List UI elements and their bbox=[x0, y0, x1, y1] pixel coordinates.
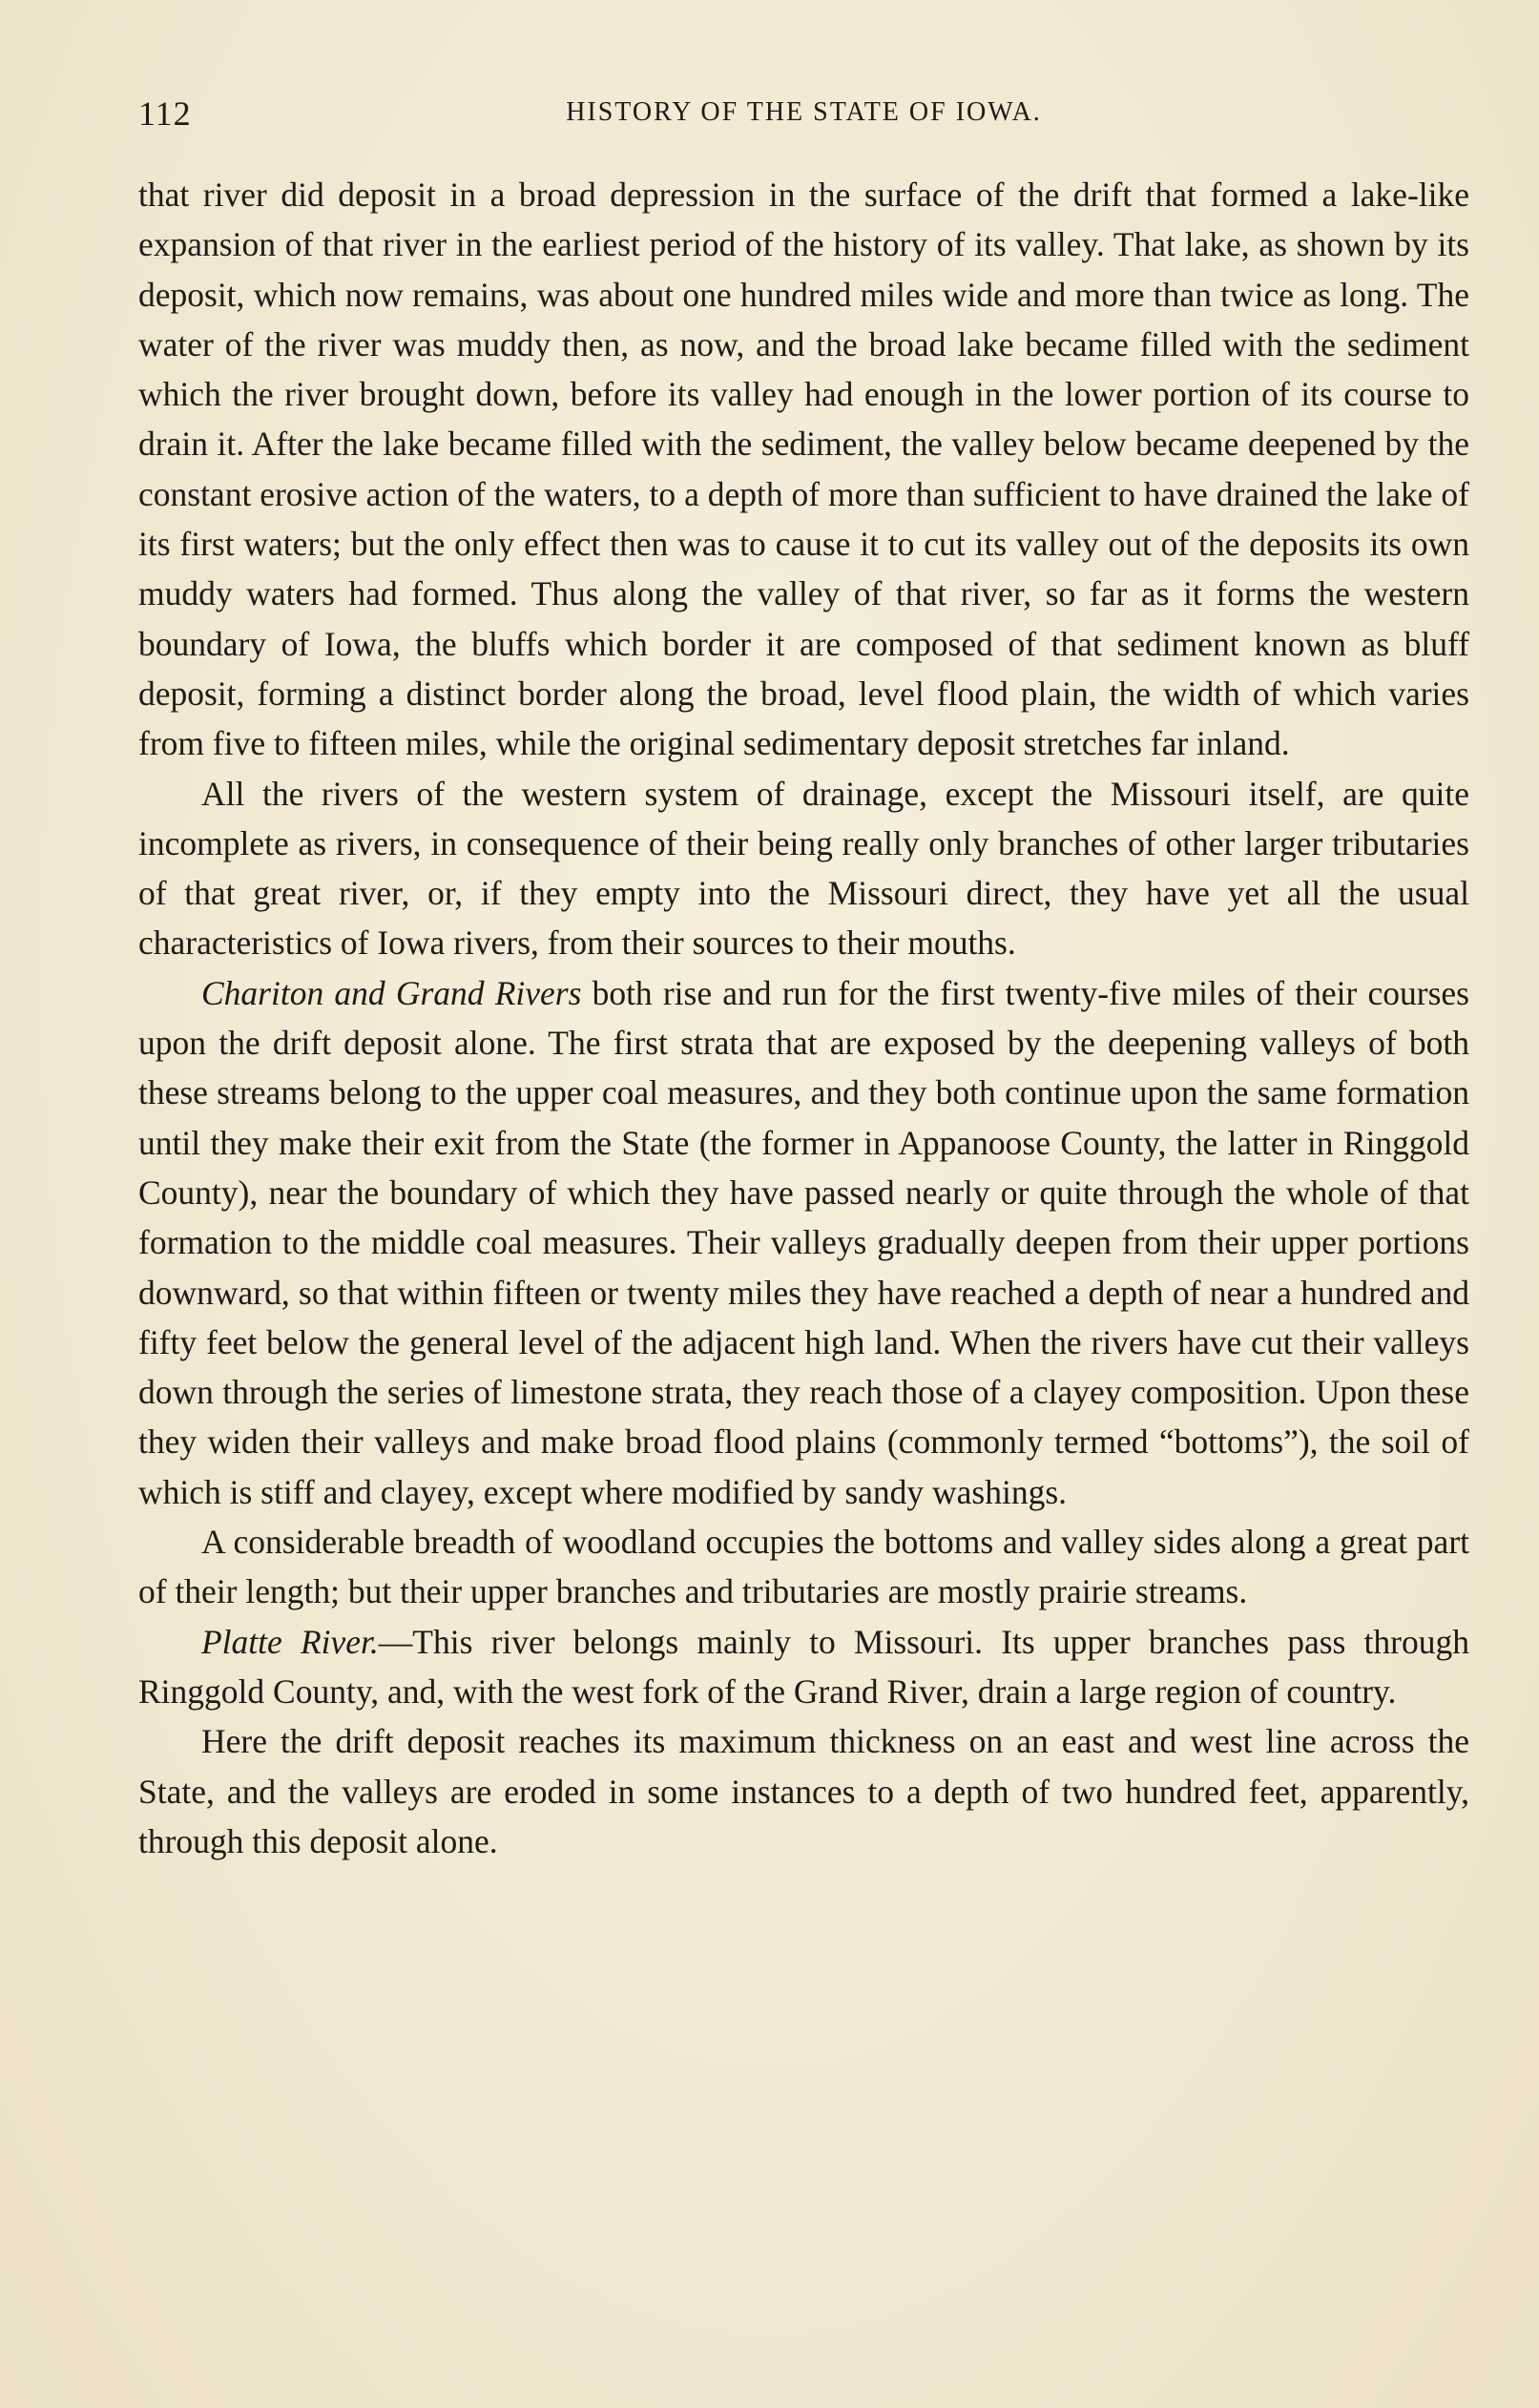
paragraph-drift-thickness bbox=[138, 1716, 1469, 1866]
paragraph-missouri-deposit bbox=[138, 170, 1469, 769]
running-head bbox=[138, 93, 1469, 135]
paragraph-chariton-grand bbox=[138, 968, 1469, 1517]
paragraph-woodland bbox=[138, 1517, 1469, 1617]
paragraph-text: that river did deposit in a broad depression in the surface of the drift that formed a lake-like expansion of that river in the earliest period of the history of its valley. That lake, as shown by its deposit, which now remains, was about one hundred miles wide and more than twice as long. The water of the river was muddy then, as now, and the broad lake became filled with the sediment which the river brought down, before its valley had enough in the lower portion of its course to drain it. After the lake became filled with the sediment, the valley below became deepened by the constant erosive action of the waters, to a depth of more than sufficient to have drained the lake of its first waters; but the only effect then was to cause it to cut its valley out of the deposits its own muddy waters had formed. Thus along the valley of that river, so far as it forms the western boundary of Iowa, the bluffs which border it are composed of that sediment known as bluff deposit, forming a distinct border along the broad, level flood plain, the width of which varies from five to fifteen miles, while the original sedimentary deposit stretches far inland. bbox=[138, 176, 1469, 763]
paragraph-text: —This river belongs mainly to Missouri. Its upper branches pass through Ringgold County, and, with the west fork of the Grand River, drain a large region of country. bbox=[138, 1622, 1469, 1711]
body-text bbox=[138, 170, 1469, 1866]
page-number: 112 bbox=[138, 94, 192, 133]
section-lead-chariton-grand: Chariton and Grand Rivers bbox=[201, 973, 582, 1012]
paragraph-western-rivers bbox=[138, 769, 1469, 968]
paragraph-platte-river bbox=[138, 1617, 1469, 1717]
paragraph-text: both rise and run for the first twenty-five miles of their courses upon the drift deposit alone. The first strata that are exposed by the deepening valleys of both these streams belong to the upper coal measures, and they both continue upon the same formation until they make their exit from the State (the former in Appanoose County, the latter in Ringgold County), near the boundary of which they have passed nearly or quite through the whole of that formation to the middle coal measures. Their valleys gradually deepen from their upper portions downward, so that within fifteen or twenty miles they have reached a depth of near a hundred and fifty feet below the general level of the adjacent high land. When the rivers have cut their valleys down through the series of limestone strata, they reach those of a clayey composition. Upon these they widen their valleys and make broad flood plains (commonly termed “bottoms”), the soil of which is stiff and clayey, except where modified by sandy washings. bbox=[138, 973, 1469, 1511]
section-lead-platte-river: Platte River. bbox=[201, 1622, 379, 1661]
paragraph-text: A considerable breadth of woodland occupies the bottoms and valley sides along a great part of their length; but their upper branches and tributaries are mostly prairie streams. bbox=[138, 1523, 1469, 1611]
running-title: HISTORY OF THE STATE OF IOWA. bbox=[566, 97, 1042, 127]
paragraph-text: All the rivers of the western system of drainage, except the Missouri itself, are quite incomplete as rivers, in consequence of their being really only branches of other larger tributaries of that great river, or, if they empty into the Missouri direct, they have yet all the usual characteristics of Iowa rivers, from their sources to their mouths. bbox=[138, 774, 1469, 963]
paragraph-text: Here the drift deposit reaches its maximum thickness on an east and west line across the State, and the valleys are eroded in some instances to a depth of two hundred feet, apparently, through this deposit alone. bbox=[138, 1722, 1469, 1860]
